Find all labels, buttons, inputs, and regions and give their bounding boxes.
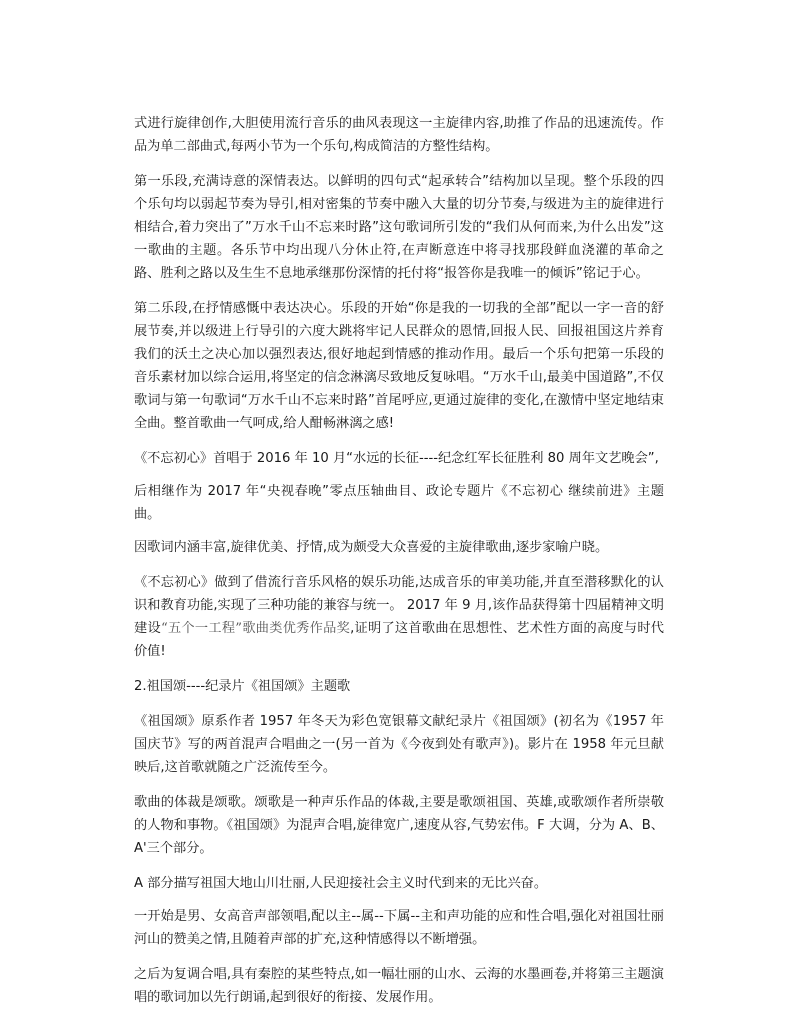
section-heading: 2.祖国颂----纪录片《祖国颂》主题歌 <box>134 679 351 694</box>
award-name: “五个一工程”歌曲类优秀作品奖 <box>160 621 351 636</box>
paragraph-form-intro: 式进行旋律创作,大胆使用流行音乐的曲风表现这一主旋律内容,助推了作品的迅速流传。作品为单二部曲式,每两小节为一个乐句,构成简洁的方整性结构。 <box>134 116 664 154</box>
document-page <box>134 112 664 1021</box>
paragraph-origin: 《祖国颂》原系作者 1957 年冬天为彩色宽银幕文献纪录片《祖国颂》(初名为《1957 年国庆节》写的两首混声合唱曲之一(另一首为《今夜到处有歌声》)。影片在 1958 年元旦献映后,这首歌就随之广泛流传至今。 <box>134 714 664 775</box>
paragraph-popularity: 因歌词内涵丰富,旋律优美、抒情,成为颇受大众喜爱的主旋律歌曲,逐步家喻户晓。 <box>134 540 609 555</box>
paragraph-award <box>134 571 664 663</box>
paragraph-second-section: 第二乐段,在抒情感慨中表达决心。乐段的开始“你是我的一切我的全部”配以一字一音的舒展节奏,并以级进上行导引的六度大跳将牢记人民群众的恩情,回报人民、回报祖国这片养育我们的沃土之决心加以强烈表达,很好地起到情感的推动作用。最后一个乐句把第一乐段的音乐素材加以综合运用,将坚定的信念淋漓尽致地反复咏唱。“万水千山,最美中国道路”,不仅歌词与第一句歌词“万水千山不忘来时路”首尾呼应,更通过旋律的变化,在激情中坚定地结束全曲。整首歌曲一气呵成,给人酣畅淋漓之感! <box>134 301 664 431</box>
paragraph-theme-song: 后相继作为 2017 年“央视春晚”零点压轴曲目、政论专题片《不忘初心 继续前进》主题曲。 <box>134 484 664 522</box>
paragraph-genre: 歌曲的体裁是颂歌。颂歌是一种声乐作品的体裁,主要是歌颂祖国、英雄,或歌颂作者所崇敬的人物和事物。《祖国颂》为混声合唱,旋律宽广,速度从容,气势宏伟。F 大调，分为 A、B、A'三个部分。 <box>134 795 664 856</box>
paragraph-part-a: A 部分描写祖国大地山川壮丽,人民迎接社会主义时代到来的无比兴奋。 <box>134 876 548 891</box>
award-text-after: ,证明了这首歌曲在思想性、艺术性方面的高度与时代价值! <box>134 621 664 659</box>
paragraph-polyphony: 之后为复调合唱,具有秦腔的某些特点,如一幅壮丽的山水、云海的水墨画卷,并将第三主题演唱的歌词加以先行朗诵,起到很好的衔接、发展作用。 <box>134 967 664 1005</box>
paragraph-first-section: 第一乐段,充满诗意的深情表达。以鲜明的四句式“起承转合”结构加以呈现。整个乐段的四个乐句均以弱起节奏为导引,相对密集的节奏中融入大量的切分节奏,与级进为主的旋律进行相结合,着力突出了”万水千山不忘来时路”这句歌词所引发的“我们从何而来,为什么出发”这一歌曲的主题。各乐节中均出现八分休止符,在声断意连中将寻找那段鲜血浇灌的革命之路、胜利之路以及生生不息地承继那份深情的托付将“报答你是我唯一的倾诉”铭记于心。 <box>134 174 664 281</box>
paragraph-opening: 一开始是男、女高音声部领唱,配以主--属--下属--主和声功能的应和性合唱,强化对祖国壮丽河山的赞美之情,且随着声部的扩充,这种情感得以不断增强。 <box>134 909 664 947</box>
award-text-before: 《不忘初心》做到了借流行音乐风格的娱乐功能,达成音乐的审美功能,并直至潜移默化的认识和教育功能,实现了三种功能的兼容与统一。 2017 年 9 月,该作品获得第十四届精神文明建设 <box>134 575 664 636</box>
paragraph-premiere: 《不忘初心》首唱于 2016 年 10 月“水远的长征----纪念红军长征胜利 80 周年文艺晚会”, <box>134 451 659 466</box>
